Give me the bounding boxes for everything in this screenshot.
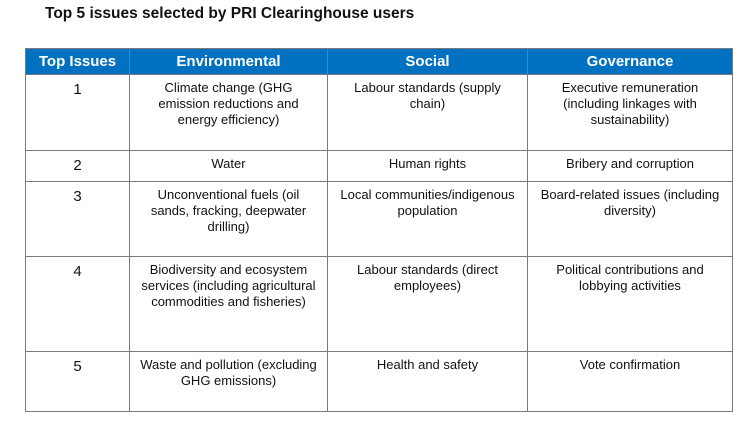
social-issue: Human rights — [388, 156, 467, 171]
header-social — [328, 49, 528, 75]
rank-cell — [26, 75, 130, 151]
rank-cell — [26, 352, 130, 412]
rank-value: 3 — [73, 188, 82, 205]
rank-cell — [26, 151, 130, 182]
table-row — [26, 352, 733, 412]
table-row — [26, 182, 733, 257]
table-row — [26, 151, 733, 182]
header-social-label: Social — [405, 53, 450, 70]
environmental-cell — [130, 75, 328, 151]
governance-cell — [528, 182, 733, 257]
rank-cell — [26, 182, 130, 257]
header-top-issues — [26, 49, 130, 75]
header-top-issues-label: Top Issues — [38, 53, 117, 70]
environmental-cell — [130, 257, 328, 352]
social-cell — [328, 75, 528, 151]
social-issue: Local communities/indigenous population — [340, 187, 515, 218]
table-row — [26, 75, 733, 151]
page-title: Top 5 issues selected by PRI Clearinghouse users — [45, 5, 415, 22]
social-issue: Labour standards (direct employees) — [357, 262, 498, 293]
governance-cell — [528, 151, 733, 182]
header-environmental-label: Environmental — [176, 53, 281, 70]
environmental-issue: Water — [211, 156, 246, 171]
governance-issue: Political contributions and lobbying activities — [556, 262, 704, 293]
governance-cell — [528, 352, 733, 412]
header-governance — [528, 49, 733, 75]
table-header-row — [26, 49, 733, 75]
social-issue: Labour standards (supply chain) — [354, 80, 501, 111]
environmental-issue: Waste and pollution (excluding GHG emissions) — [140, 357, 317, 388]
social-cell — [328, 352, 528, 412]
governance-issue: Executive remuneration (including linkages with sustainability) — [561, 80, 699, 127]
social-cell — [328, 182, 528, 257]
environmental-issue: Climate change (GHG emission reductions and energy efficiency) — [158, 80, 299, 127]
header-environmental — [130, 49, 328, 75]
environmental-issue: Biodiversity and ecosystem services (including agricultural commodities and fisheries) — [141, 262, 316, 309]
rank-value: 2 — [73, 157, 82, 174]
rank-value: 1 — [73, 81, 82, 98]
issues-table — [25, 48, 733, 412]
governance-cell — [528, 75, 733, 151]
environmental-cell — [130, 182, 328, 257]
rank-cell — [26, 257, 130, 352]
environmental-issue: Unconventional fuels (oil sands, fracking, deepwater drilling) — [150, 187, 307, 234]
governance-cell — [528, 257, 733, 352]
social-issue: Health and safety — [376, 357, 479, 372]
governance-issue: Board-related issues (including diversity) — [540, 187, 720, 218]
environmental-cell — [130, 151, 328, 182]
table-row — [26, 257, 733, 352]
header-governance-label: Governance — [586, 53, 674, 70]
governance-issue: Bribery and corruption — [566, 156, 694, 171]
social-cell — [328, 151, 528, 182]
social-cell — [328, 257, 528, 352]
governance-issue: Vote confirmation — [579, 357, 681, 372]
rank-value: 5 — [73, 358, 82, 375]
rank-value: 4 — [73, 263, 82, 280]
environmental-cell — [130, 352, 328, 412]
